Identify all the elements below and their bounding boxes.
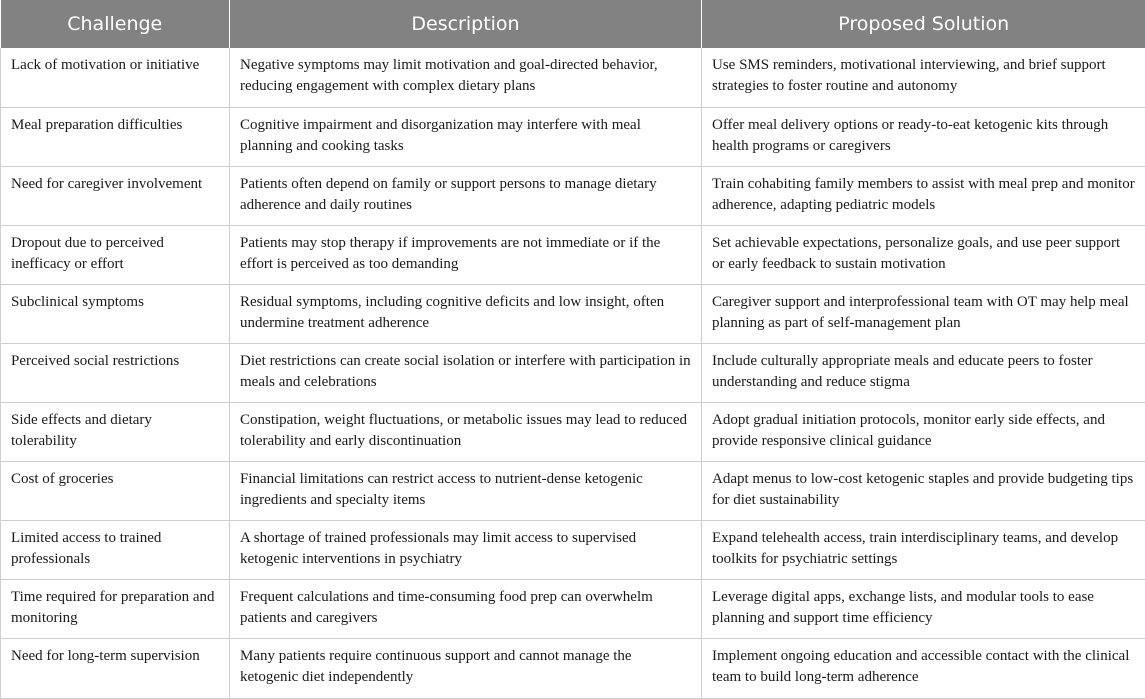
solution-cell: Implement ongoing education and accessible contact with the clinical team to build long-term adherence <box>702 638 1145 698</box>
solution-cell: Offer meal delivery options or ready-to-eat ketogenic kits through health programs or caregivers <box>702 107 1145 166</box>
table-row <box>1 107 1145 166</box>
description-cell: Many patients require continuous support and cannot manage the ketogenic diet independently <box>230 638 702 698</box>
solution-cell: Caregiver support and interprofessional team with OT may help meal planning as part of self-management plan <box>702 284 1145 343</box>
challenge-cell: Limited access to trained professionals <box>1 520 230 579</box>
table-row <box>1 166 1145 225</box>
header-proposed-solution: Proposed Solution <box>702 0 1145 48</box>
table-header <box>1 0 1145 48</box>
description-cell: Residual symptoms, including cognitive deficits and low insight, often undermine treatment adherence <box>230 284 702 343</box>
solution-cell: Adapt menus to low-cost ketogenic staples and provide budgeting tips for diet sustainability <box>702 461 1145 520</box>
challenge-cell: Perceived social restrictions <box>1 343 230 402</box>
challenge-cell: Lack of motivation or initiative <box>1 48 230 107</box>
header-challenge: Challenge <box>1 0 230 48</box>
description-cell: Constipation, weight fluctuations, or metabolic issues may lead to reduced tolerability and early discontinuation <box>230 402 702 461</box>
challenge-cell: Subclinical symptoms <box>1 284 230 343</box>
description-cell: Patients may stop therapy if improvements are not immediate or if the effort is perceived as too demanding <box>230 225 702 284</box>
description-cell: Negative symptoms may limit motivation and goal-directed behavior, reducing engagement with complex dietary plans <box>230 48 702 107</box>
solution-cell: Set achievable expectations, personalize goals, and use peer support or early feedback to sustain motivation <box>702 225 1145 284</box>
solution-cell: Include culturally appropriate meals and educate peers to foster understanding and reduce stigma <box>702 343 1145 402</box>
table-row <box>1 638 1145 698</box>
solution-cell: Leverage digital apps, exchange lists, and modular tools to ease planning and support time efficiency <box>702 579 1145 638</box>
solution-cell: Train cohabiting family members to assist with meal prep and monitor adherence, adapting pediatric models <box>702 166 1145 225</box>
table-row <box>1 579 1145 638</box>
solution-cell: Expand telehealth access, train interdisciplinary teams, and develop toolkits for psychiatric settings <box>702 520 1145 579</box>
table-row <box>1 402 1145 461</box>
challenge-cell: Need for caregiver involvement <box>1 166 230 225</box>
description-cell: A shortage of trained professionals may limit access to supervised ketogenic interventions in psychiatry <box>230 520 702 579</box>
description-cell: Financial limitations can restrict access to nutrient-dense ketogenic ingredients and specialty items <box>230 461 702 520</box>
solution-cell: Use SMS reminders, motivational interviewing, and brief support strategies to foster routine and autonomy <box>702 48 1145 107</box>
table-row <box>1 520 1145 579</box>
description-cell: Patients often depend on family or support persons to manage dietary adherence and daily routines <box>230 166 702 225</box>
table-row <box>1 461 1145 520</box>
challenge-cell: Side effects and dietary tolerability <box>1 402 230 461</box>
header-description: Description <box>230 0 702 48</box>
table-row <box>1 48 1145 107</box>
table-body <box>1 48 1145 698</box>
challenge-cell: Cost of groceries <box>1 461 230 520</box>
table-row <box>1 284 1145 343</box>
solution-cell: Adopt gradual initiation protocols, monitor early side effects, and provide responsive clinical guidance <box>702 402 1145 461</box>
challenge-cell: Dropout due to perceived inefficacy or effort <box>1 225 230 284</box>
table-row <box>1 225 1145 284</box>
table-row <box>1 343 1145 402</box>
challenge-cell: Need for long-term supervision <box>1 638 230 698</box>
challenge-cell: Time required for preparation and monitoring <box>1 579 230 638</box>
challenge-cell: Meal preparation difficulties <box>1 107 230 166</box>
header-row <box>1 0 1145 48</box>
description-cell: Cognitive impairment and disorganization may interfere with meal planning and cooking tasks <box>230 107 702 166</box>
description-cell: Frequent calculations and time-consuming food prep can overwhelm patients and caregivers <box>230 579 702 638</box>
description-cell: Diet restrictions can create social isolation or interfere with participation in meals and celebrations <box>230 343 702 402</box>
